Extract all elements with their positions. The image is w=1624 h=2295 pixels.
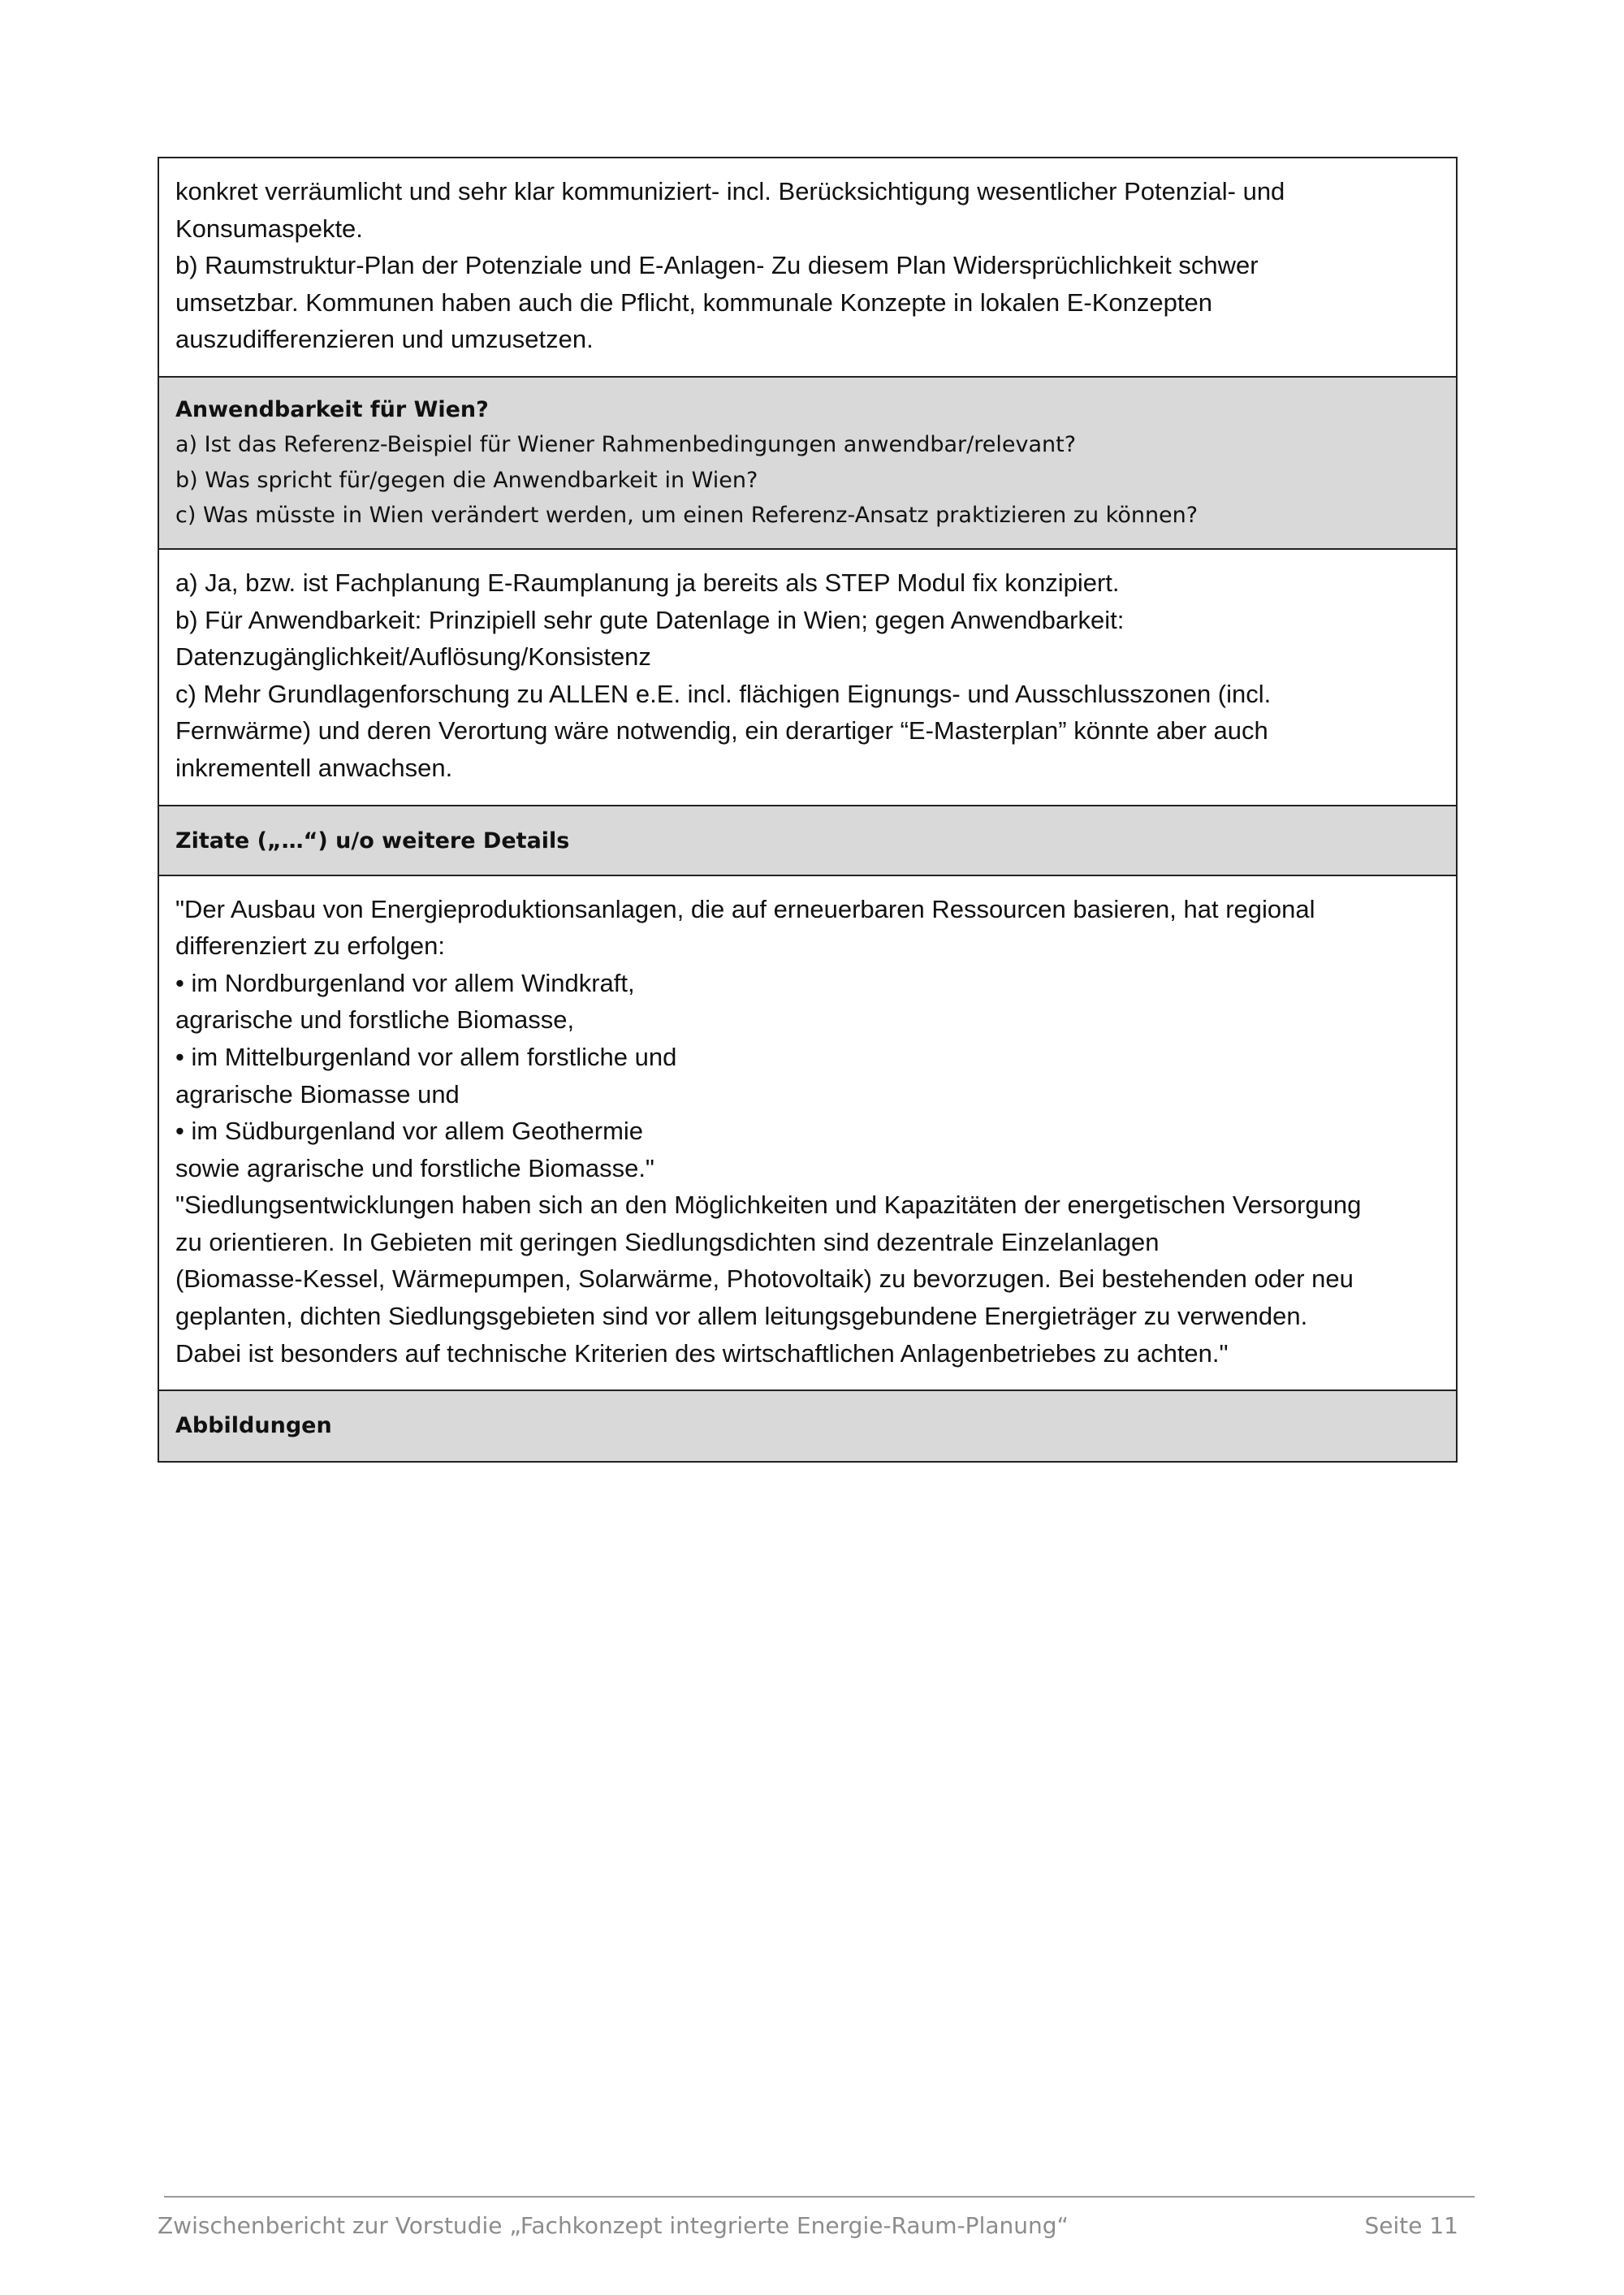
figures-title: Abbildungen <box>175 1413 332 1439</box>
text-line: konkret verräumlicht und sehr klar kommuniziert- incl. Berücksichtigung wesentlicher Potenzial- und <box>175 177 1285 205</box>
text-line: Dabei ist besonders auf technische Kriterien des wirtschaftlichen Anlagenbetriebes zu achten." <box>175 1338 1229 1368</box>
text-line: • im Mittelburgenland vor allem forstliche und <box>175 1042 677 1071</box>
text-line: "Siedlungsentwicklungen haben sich an den Möglichkeiten und Kapazitäten der energetischen Versorgung <box>175 1191 1362 1220</box>
text-line: differenziert zu erfolgen: <box>175 931 446 961</box>
applicability-answer-cell <box>159 550 1456 806</box>
text-line: c) Mehr Grundlagenforschung zu ALLEN e.E. incl. flächigen Eignungs- und Ausschlusszonen (incl. <box>175 679 1272 708</box>
applicability-title: Anwendbarkeit für Wien? <box>175 396 489 422</box>
footer-report-title: Zwischenbericht zur Vorstudie „Fachkonzept integrierte Energie-Raum-Planung“ <box>158 2212 1069 2239</box>
text-line: (Biomasse-Kessel, Wärmepumpen, Solarwärme, Photovoltaik) zu bevorzugen. Bei bestehenden oder neu <box>175 1264 1354 1294</box>
applicability-header-cell <box>159 378 1456 550</box>
text-line: sowie agrarische und forstliche Biomasse." <box>175 1153 654 1182</box>
quotes-title: Zitate („…“) u/o weitere Details <box>175 828 570 854</box>
text-line: agrarische und forstliche Biomasse, <box>175 1005 575 1035</box>
intro-text-cell <box>159 158 1456 378</box>
applicability-question: a) Ist das Referenz-Beispiel für Wiener Rahmenbedingungen anwendbar/relevant? <box>175 432 1077 458</box>
text-line: Datenzugänglichkeit/Auflösung/Konsistenz <box>175 642 651 672</box>
text-line: • im Südburgenland vor allem Geothermie <box>175 1117 644 1146</box>
text-line: umsetzbar. Kommunen haben auch die Pflicht, kommunale Konzepte in lokalen E-Konzepten <box>175 287 1212 317</box>
text-line: "Der Ausbau von Energieproduktionsanlagen, die auf erneuerbaren Ressourcen basieren, hat regional <box>175 894 1315 923</box>
text-line: agrarische Biomasse und <box>175 1079 460 1109</box>
text-line: • im Nordburgenland vor allem Windkraft, <box>175 968 635 997</box>
text-line: Fernwärme) und deren Verortung wäre notwendig, ein derartiger “E-Masterplan” könnte aber auch <box>175 716 1268 746</box>
text-line: geplanten, dichten Siedlungsgebieten sind vor allem leitungsgebundene Energieträger zu verwenden. <box>175 1302 1308 1331</box>
text-line: b) Raumstruktur-Plan der Potenziale und E-Anlagen- Zu diesem Plan Widersprüchlichkeit schwer <box>175 251 1259 280</box>
quotes-text-cell <box>159 876 1456 1392</box>
text-line: auszudifferenzieren und umzusetzen. <box>175 325 594 354</box>
quotes-header-cell <box>159 806 1456 876</box>
text-line: Konsumaspekte. <box>175 214 363 243</box>
text-line: a) Ja, bzw. ist Fachplanung E-Raumplanung ja bereits als STEP Modul fix konzipiert. <box>175 568 1120 597</box>
page-number: Seite 11 <box>1364 2212 1458 2239</box>
text-line: inkrementell anwachsen. <box>175 753 453 782</box>
text-line: zu orientieren. In Gebieten mit geringen Siedlungsdichten sind dezentrale Einzelanlagen <box>175 1227 1160 1256</box>
figures-header-cell <box>159 1391 1456 1461</box>
footer-divider <box>164 2196 1475 2198</box>
reference-example-table <box>158 157 1458 1463</box>
applicability-question: c) Was müsste in Wien verändert werden, um einen Referenz-Ansatz praktizieren zu können? <box>175 503 1199 529</box>
applicability-question: b) Was spricht für/gegen die Anwendbarkeit in Wien? <box>175 467 758 493</box>
text-line: b) Für Anwendbarkeit: Prinzipiell sehr gute Datenlage in Wien; gegen Anwendbarkeit: <box>175 605 1125 634</box>
